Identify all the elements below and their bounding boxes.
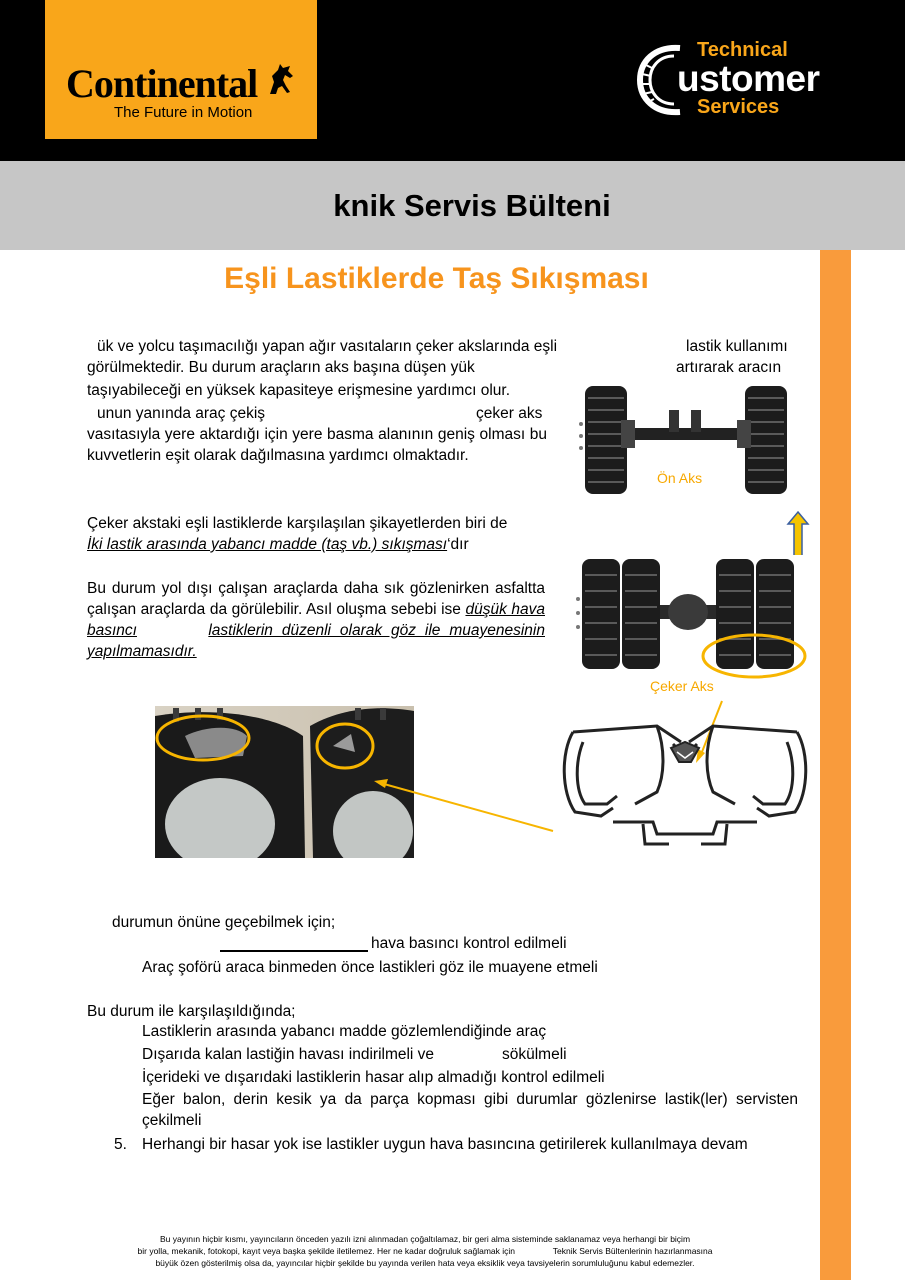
prevention-intro: durumun önüne geçebilmek için; bbox=[112, 914, 336, 931]
intro-line-1b: lastik kullanımı bbox=[686, 338, 788, 355]
bulletin-title: knik Servis Bülteni bbox=[333, 188, 611, 223]
prevention-item-1: hava basıncı kontrol edilmeli bbox=[371, 935, 567, 952]
dual-tire-cross-section-diagram bbox=[553, 712, 817, 852]
action-item-2a: Dışarıda kalan lastiğin havası indirilmeli ve bbox=[142, 1046, 435, 1063]
action-item-5: Herhangi bir hasar yok ise lastikler uygun hava basıncına getirilerek kullanılmaya devam bbox=[142, 1136, 748, 1153]
footer-line-3: büyük özen gösterilmiş olsa da, yayıncılar hiçbir şekilde bu yayında verilen hata veya eksiklik veya tavsiyelerin sorumluluğunu kabul edemezler. bbox=[155, 1258, 695, 1268]
action-item-5-number: 5. bbox=[114, 1136, 127, 1153]
front-axle-label: Ön Aks bbox=[657, 470, 703, 486]
intro-line-3: taşıyabileceği en yüksek kapasiteye erişmesine yardımcı olur. bbox=[87, 382, 511, 399]
arrow-up-icon bbox=[786, 510, 810, 560]
horse-icon bbox=[266, 62, 296, 96]
intro-line-2b: artırarak aracın bbox=[676, 359, 782, 376]
cause-emphasis-2: lastiklerin düzenli olarak göz ile muayenesinin yapılmamasıdır. bbox=[87, 622, 545, 660]
action-item-3: İçerideki ve dışarıdaki lastiklerin hasar alıp almadığı kontrol edilmeli bbox=[142, 1069, 605, 1086]
complaint-suffix: ‘dır bbox=[447, 536, 469, 553]
complaint-emphasis: İki lastik arasında yabancı madde (taş vb.) sıkışması bbox=[87, 536, 448, 553]
continental-logo: Continental bbox=[66, 61, 258, 106]
action-intro: Bu durum ile karşılaşıldığında; bbox=[87, 1003, 296, 1020]
action-item-2b: sökülmeli bbox=[502, 1046, 567, 1063]
intro-line-4b: çeker aks bbox=[476, 405, 543, 422]
cause-text: Bu durum yol dışı çalışan araçlarda daha sık gözlenirken asfaltta çalışan araçlarda da görülebilir. Asıl oluşma sebebi ise bbox=[87, 580, 545, 618]
intro-line-4a: unun yanında araç çekiş bbox=[97, 405, 266, 422]
tcs-customer: ustomer bbox=[677, 58, 820, 99]
action-item-4: Eğer balon, derin kesik ya da parça kopması gibi durumlar gözlenirse lastik(ler) servisten çekilmeli bbox=[142, 1091, 798, 1129]
drive-axle-label: Çeker Aks bbox=[650, 678, 714, 694]
complaint-paragraph bbox=[87, 513, 557, 555]
footer-line-2b: Teknik Servis Bültenlerinin hazırlanmasına bbox=[552, 1246, 713, 1256]
footer-line-2 bbox=[90, 1245, 760, 1257]
intro-line-1a: ük ve yolcu taşımacılığı yapan ağır vasıtaların çeker akslarında eşli bbox=[97, 338, 558, 355]
tcs-technical: Technical bbox=[697, 39, 788, 61]
blank-underline bbox=[220, 950, 368, 952]
complaint-text: Çeker akstaki eşli lastiklerde karşılaşılan şikayetlerden biri de bbox=[87, 515, 508, 532]
prevention-item-2: Araç şoförü araca binmeden önce lastikleri göz ile muayene etmeli bbox=[142, 959, 598, 976]
legal-footer bbox=[90, 1233, 760, 1269]
footer-line-2a: bir yolla, mekanik, fotokopi, kayıt veya başka şekilde iletilemez. Her ne kadar doğruluk sağlamak için bbox=[137, 1246, 515, 1256]
side-stripe bbox=[820, 250, 851, 1280]
brand-tagline: The Future in Motion bbox=[114, 104, 253, 121]
cause-paragraph bbox=[87, 578, 545, 662]
page-title: Eşli Lastiklerde Taş Sıkışması bbox=[224, 262, 649, 295]
arrow-left-icon bbox=[370, 776, 555, 836]
action-item-1: Lastiklerin arasında yabancı madde gözlemlendiğinde araç bbox=[142, 1023, 547, 1040]
intro-line-5: vasıtasıyla yere aktardığı için yere basma alanının geniş olması bu kuvvetlerin eşit olarak dağılmasına yardımcı olmaktadır. bbox=[87, 426, 547, 464]
tcs-services: Services bbox=[697, 96, 780, 118]
footer-line-1: Bu yayının hiçbir kısmı, yayıncıların önceden yazılı izni alınmadan çoğaltılamaz, bir geri alma sisteminde saklanamaz veya herhangi bir biçim bbox=[159, 1234, 691, 1244]
cause-emphasis-1: düşük hava basıncı bbox=[87, 601, 545, 639]
intro-line-2a: görülmektedir. Bu durum araçların aks başına düşen yük bbox=[87, 359, 475, 376]
highlight-circle-icon bbox=[700, 632, 808, 680]
